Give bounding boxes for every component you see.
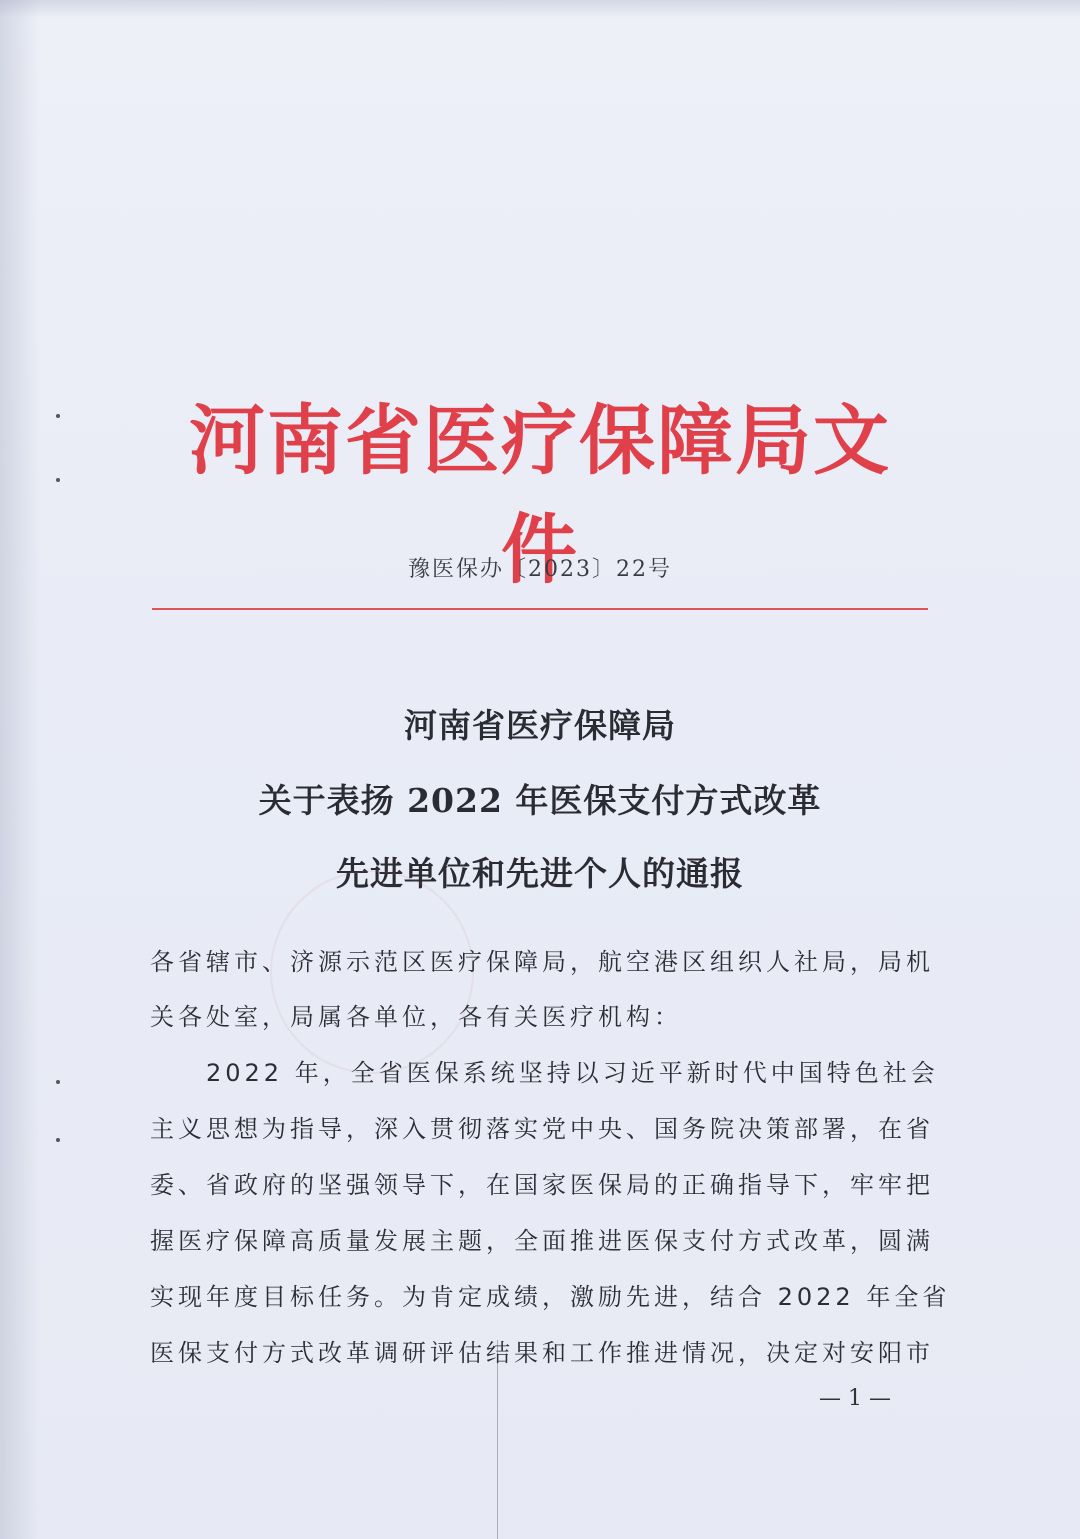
body-line-5: 委、省政府的坚强领导下，在国家医保局的正确指导下，牢牢把 [150, 1171, 934, 1199]
binding-mark [56, 478, 60, 482]
body-line-8: 医保支付方式改革调研评估结果和工作推进情况，决定对安阳市 [150, 1339, 934, 1367]
body-line-1: 各省辖市、济源示范区医疗保障局，航空港区组织人社局，局机 [150, 948, 934, 976]
notice-title-line-3: 先进单位和先进个人的通报 [336, 854, 744, 893]
body-line-7: 实现年度目标任务。为肯定成绩，激励先进，结合 2022 年全省 [150, 1283, 951, 1311]
binding-mark [56, 414, 60, 418]
paper-fold-line [497, 1340, 498, 1539]
binding-mark [56, 1080, 60, 1084]
page-number: — 1 — [819, 1386, 891, 1411]
document-number: 豫医保办〔2023〕22号 [408, 557, 672, 582]
notice-title-line-1: 河南省医疗保障局 [404, 706, 676, 745]
body-line-2: 关各处室，局属各单位，各有关医疗机构： [150, 1003, 682, 1031]
red-divider-line [152, 608, 928, 610]
scan-shadow-top [0, 0, 1080, 18]
agency-header-title: 河南省医疗保障局文件 [189, 396, 891, 594]
binding-mark [56, 1138, 60, 1142]
body-line-4: 主义思想为指导，深入贯彻落实党中央、国务院决策部署，在省 [150, 1115, 934, 1143]
body-line-3: 2022 年，全省医保系统坚持以习近平新时代中国特色社会 [150, 1059, 939, 1087]
scan-shadow-left [0, 0, 40, 1539]
notice-title-line-2: 关于表扬 2022 年医保支付方式改革 [258, 781, 822, 820]
body-line-6: 握医疗保障高质量发展主题，全面推进医保支付方式改革，圆满 [150, 1227, 934, 1255]
